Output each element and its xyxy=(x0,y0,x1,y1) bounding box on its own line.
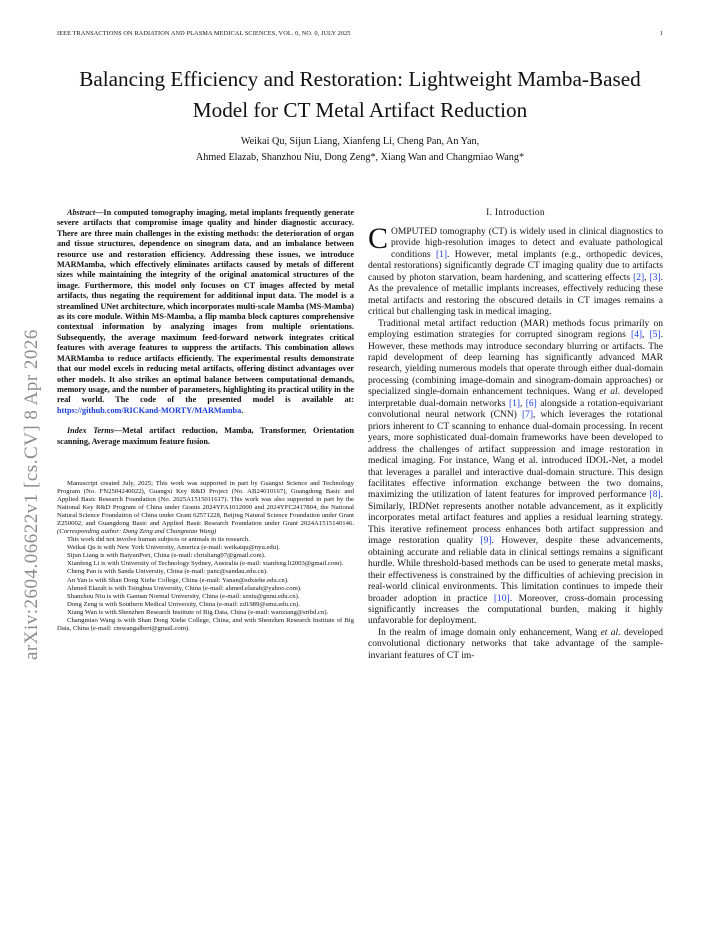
citation-link[interactable]: [1] xyxy=(435,249,448,260)
funding-note xyxy=(57,480,354,536)
abstract-lead: Abstract xyxy=(67,208,96,217)
body-text-run: . However, despite these advancements, obtaining accurate and reliable data in clinical settings remains a significant hurdle. While threshold-based methods can be used to generate metal masks, their effectiveness is constrained by the difficulties of achieving precision in real-world clinical environments. This limitation continues to impede their broader adoption in practice xyxy=(368,536,663,604)
intro-paragraph-3 xyxy=(368,628,663,662)
corresponding-author: (Corresponding author: Dong Zeng and Changmiao Wang) xyxy=(57,528,217,536)
affiliation-note: Changmiao Wang is with Shan Dong Xiehe College, China, and with Shenzhen Research Institute of Big Data, China (e-mail: cmwangalbert@gmail.com). xyxy=(57,616,354,632)
body-text-run: In the realm of image domain only enhancement, Wang xyxy=(378,627,601,638)
abstract xyxy=(57,208,354,416)
abstract-end: . xyxy=(241,405,244,415)
citation-link[interactable]: [4] xyxy=(630,330,643,341)
affiliation-note: Cheng Pan is with Sanda University, China (e-mail: panc@sandau.edu.cn). xyxy=(67,568,268,576)
body-text-run: . Similarly, IRDNet represents another notable advancement, as it explicitly incorporates metal artifact features and applies a residual learning strategy. This iterative refinement process enhances both artifact suppression and image restoration quality xyxy=(368,490,663,547)
body-text-run: , xyxy=(520,398,526,409)
body-text-run: . developed convolutional dictionary networks that take advantage of the sample-invariant features of CT im- xyxy=(368,627,663,661)
right-column xyxy=(368,208,663,662)
index-terms-text: —Metal artifact reduction, Mamba, Transformer, Orientation scanning, Average maximum feature fusion. xyxy=(57,426,354,446)
body-text-run: . Moreover, cross-domain processing significantly increases the computational burden, making it highly unfavorable for deployment. xyxy=(368,593,663,627)
body-text-run: alongside a rotation-equivariant convolutional neural network (CNN) xyxy=(368,398,664,421)
author-list xyxy=(60,134,660,165)
affiliation-note: Xianfeng Li is with University of Technology Sydney, Australia (e-mail: xianfeng.li2003@gmail.com). xyxy=(67,560,344,568)
body-text-run: , xyxy=(642,330,650,341)
author-line-1: Weikai Qu, Sijun Liang, Xianfeng Li, Cheng Pan, An Yan, xyxy=(240,136,480,147)
ethics-note: This work did not involve human subjects or animals in its research. xyxy=(67,536,250,544)
body-text-run: . As the prevalence of metallic implants increases, effectively reducing these metal artifacts and restoring the obscured details in CT images remains a critical but challenging task in medical imaging. xyxy=(368,272,664,318)
intro-paragraph-1 xyxy=(368,222,664,319)
drop-cap: C xyxy=(368,222,389,255)
citation-link[interactable]: [10] xyxy=(493,593,510,604)
affiliation-note: Sijun Liang is with BaiyunPort, China (e-mail: chrisliang97@gmail.com). xyxy=(67,552,266,560)
body-text-run: , which leverages the rotational priors inherent to CT scanning to enhance dual-domain processing. In recent years, more sophisticated dual-domain frameworks have been developed to address the challenges of artifact suppression and image restoration in medical imaging. For instance, Wang et al. introduced IDOL-Net, a model that leverages a parallel and interactive dual-domain structure. This design facilitates effective information exchange between the two domains, maximizing the utilization of latent features for improved performance xyxy=(368,410,663,501)
paper-title: Balancing Efficiency and Restoration: Lightweight Mamba-Based Model for CT Metal Artifact Reduction xyxy=(79,67,641,122)
citation-link[interactable]: [6] xyxy=(525,398,537,409)
running-header xyxy=(57,30,663,40)
code-link[interactable]: https://github.com/RICKand-MORTY/MARMamba xyxy=(57,405,242,415)
left-column xyxy=(57,208,354,633)
section-heading-introduction: I. Introduction xyxy=(486,208,545,218)
index-terms xyxy=(57,426,354,447)
citation-link[interactable]: [1] xyxy=(508,398,521,409)
affiliation-note: Ahmed Elazab is with Tsinghua University, China (e-mail: ahmed.elazab@yahoo.com). xyxy=(67,584,302,592)
arxiv-identifier: arXiv:2604.06622v1 [cs.CV] 8 Apr 2026 xyxy=(21,329,42,660)
body-text-run: , xyxy=(644,272,650,283)
citation-link[interactable]: [9] xyxy=(480,536,492,547)
author-line-2: Ahmed Elazab, Shanzhou Niu, Dong Zeng*, Xiang Wan and Changmiao Wang* xyxy=(195,151,525,163)
citation-link[interactable]: [2] xyxy=(633,272,645,283)
affiliation-note: Weikai Qu is with New York University, America (e-mail: weikaiqu@nyu.edu). xyxy=(67,544,281,552)
body-text-run: . developed interpretable dual-domain networks xyxy=(368,387,663,409)
citation-link[interactable]: [7] xyxy=(521,410,534,421)
et-al: et al xyxy=(600,627,619,638)
abstract-text: —In computed tomography imaging, metal implants frequently generate severe artifacts that compromise image quality and hinder diagnostic accuracy. There are three main challenges in the existing methods: the deterioration of organ and tissue structures, dependence on sinogram data, and an imbalance between resource use and restoration efficiency. Addressing these issues, we introduce MARMamba, which effectively eliminates artifacts caused by metals of different sizes while maintaining the integrity of the original anatomical structures of the image. Furthermore, this model only focuses on CT images affected by metal artifacts, thus negating the requirement for additional input data. The model is a streamlined UNet architecture, which incorporates multi-scale Mamba (MS-Mamba) as its core module. Within MS-Mamba, a flip mamba block captures comprehensive contextual information by analyzing images from multiple orientations. Subsequently, the average maximum feed-forward network integrates critical features with average features to suppress the artifacts. This combination allows MARMamba to reduce artifacts efficiently. The experimental results demonstrate that our model excels in reducing metal artifacts, offering distinct advantages over other models. It also strikes an optimal balance between computational demands, memory usage, and the number of parameters, highlighting its practical utility in the real world. The code of the presented model is available at: xyxy=(57,208,354,405)
et-al: et al xyxy=(599,387,618,398)
affiliation-note: An Yan is with Shan Dong Xiehe College, China (e-mail: Yanan@sdxiehe.edu.cn). xyxy=(67,576,289,584)
footnote-block xyxy=(57,480,354,633)
affiliation-note: Dong Zeng is with Southern Medical University, China (e-mail: zd1989@smu.edu.cn). xyxy=(67,600,300,608)
citation-link[interactable]: [3] xyxy=(649,272,661,283)
intro-paragraph-2 xyxy=(368,319,663,628)
body-text-run: . However, metal implants (e.g., orthopedic devices, dental restorations) significantly degrade CT imaging quality due to artifacts caused by photon starvation, beam hardening, and scattering effects xyxy=(368,249,663,283)
funding-text: Manuscript created July, 2025; This work was supported in part by Guangxi Science and Technology Program (No. FN2504240022), Guangxi Key R&D Project (No. AB24010167), Guangdong Basic and Applied Basic Research Foundation (No. 2025A1515011617). This work was also supported in part by the National Key R&D Program of China under Grants 2024YFA1012000 and 2024YFC2417804, the National Natural Science Foundation of China under Grant 62571228, Beijing Natural Science Foundation under Grant Z250002, and Guangdong Basic and Applied Basic Research Foundation under Grant 2024A1515140146. xyxy=(57,479,354,528)
affiliation-note: Shanzhou Niu is with Gannan Normal University, China (e-mail: szniu@gnnu.edu.cn). xyxy=(67,592,300,600)
affiliation-note: Xiang Wan is with Shenzhen Research Institute of Big Data, China (e-mail: wanxiang@sribd.cn). xyxy=(67,608,329,616)
introduction-body xyxy=(368,222,664,662)
citation-link[interactable]: [8] xyxy=(649,490,661,501)
journal-name: IEEE TRANSACTIONS ON RADIATION AND PLASMA MEDICAL SCIENCES, VOL. 0, NO. 0, JULY 2025 xyxy=(57,30,351,37)
citation-link[interactable]: [5] xyxy=(649,330,661,341)
body-text-run: OMPUTED tomography (CT) is widely used in clinical diagnostics to provide high-resolution images to detect and evaluate pathological conditions xyxy=(391,227,663,260)
page-number: 1 xyxy=(659,30,663,37)
body-text-run: . However, these methods may introduce secondary blurring or artifacts. The rapid development of deep learning has significantly advanced MAR research, yielding numerous models that operate through either dual-domain processing (combining image-domain and sinogram-domain approaches) or specialized single-domain enhancement techniques. Wang xyxy=(368,330,664,398)
body-text-run: Traditional metal artifact reduction (MAR) methods focus primarily on employing estimation strategies for corrupted sinogram regions xyxy=(368,318,663,341)
index-terms-lead: Index Terms xyxy=(67,426,114,436)
